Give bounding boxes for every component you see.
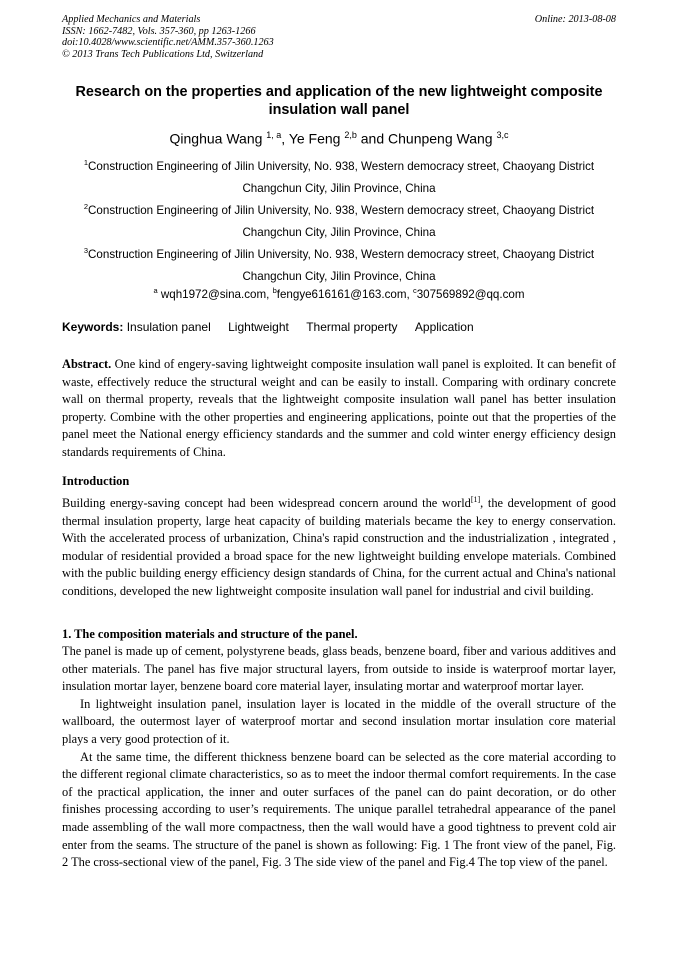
section-1-paragraph: In lightweight insulation panel, insulation layer is located in the middle of the overall structure of the wallboard, the outermost layer of waterproof mortar and second insulation mortar insulation core material plays a very good protection of it. [62, 696, 616, 746]
affiliation-2 [62, 196, 616, 244]
keyword: Insulation panel [126, 320, 211, 334]
affiliation-3 [62, 240, 616, 288]
author-separator: and [356, 130, 389, 147]
issn-line: ISSN: 1662-7482, Vols. 357-360, pp 1263-1266 [62, 25, 256, 37]
journal-name: Applied Mechanics and Materials [62, 14, 201, 25]
online-date: Online: 2013-08-08 [534, 14, 616, 25]
introduction-heading: Introduction [62, 474, 130, 488]
paper-title: Research on the properties and application of the new lightweight composite insulation wall panel [75, 84, 603, 118]
keywords-label: Keywords: [62, 320, 124, 334]
author-name: Ye Feng [288, 130, 341, 147]
author-affiliation-marker: 2,b [344, 130, 357, 140]
affiliation-line: Changchun City, Jilin Province, China [242, 181, 436, 195]
affiliation-line: Changchun City, Jilin Province, China [242, 269, 436, 283]
section-1-paragraph: The panel is made up of cement, polystyrene beads, glass beads, benzene board, fiber and various additives and other materials. The panel has five major structural layers, from outside to inside is waterproof mortar layer, insulation mortar layer, benzene board core material layer, insulating mortar and waterproof mortar layer. [62, 644, 616, 694]
abstract-label: Abstract. [62, 357, 112, 371]
email-address[interactable]: fengye616161@163.com [276, 287, 407, 301]
keyword: Thermal property [306, 320, 398, 334]
email-address[interactable]: 307569892@qq.com [416, 287, 525, 301]
affiliation-1 [62, 152, 616, 200]
keyword: Application [414, 320, 474, 334]
author-list [62, 130, 616, 147]
doi-line: doi:10.4028/www.scientific.net/AMM.357-360.1263 [62, 37, 274, 49]
affiliation-number: 3 [83, 246, 89, 255]
email-address[interactable]: wqh1972@sina.com [160, 287, 267, 301]
email-list: $^a$ wqh1972@sina.com, $^b$fengye616161@163.com, $^c$307569892@qq.com [153, 286, 525, 301]
affiliation-line: Construction Engineering of Jilin University, No. 938, Western democracy street, Chaoyang District [88, 247, 595, 261]
copyright-line: © 2013 Trans Tech Publications Ltd, Switzerland [62, 48, 264, 60]
email-marker: c [412, 286, 417, 295]
author-separator: , [281, 130, 289, 147]
affiliation-line: Changchun City, Jilin Province, China [242, 225, 436, 239]
journal-header [62, 14, 274, 60]
author-affiliation-marker: 3,c [496, 130, 509, 140]
introduction-text: , the development of good thermal insulation property, large heat capacity of building materials became the key to energy conservation. With the accelerated process of urbanization, China's rapid construction and the industrialization , integrated , modular of residential provided a broad space for the new lightweight building envelope materials. Combined with the public building energy efficiency design standards of China, for the current actual and China's national conditions, developed the new lightweight composite insulation wall panel for industrial and civil building. [62, 496, 616, 598]
author-affiliation-marker: 1, a [266, 130, 282, 140]
citation: [1] [470, 494, 481, 504]
email-marker: a [153, 286, 158, 295]
email-marker: b [272, 286, 277, 295]
abstract-text: One kind of engery-saving lightweight composite insulation wall panel is exploited. It can benefit of waste, effectively reduce the structural weight and can be easily to install. Comparing with ordinary concrete wall on thermal property, reveals that the lightweight composite insulation wall panel has better insulation property. Combine with the other properties and engineering applications, pointe out that the properties of the panel meet the National energy efficiency standards and the summer and cold winter energy efficiency design standards requirements of China. [62, 357, 616, 459]
affiliation-line: Construction Engineering of Jilin University, No. 938, Western democracy street, Chaoyang District [88, 159, 595, 173]
introduction-text: Building energy-saving concept had been widespread concern around the world [62, 496, 471, 510]
section-1-body [62, 643, 616, 872]
author-name: Chunpeng Wang [388, 130, 493, 147]
author-name: Qinghua Wang [169, 130, 263, 147]
affiliation-line: Construction Engineering of Jilin University, No. 938, Western democracy street, Chaoyang District [88, 203, 595, 217]
keywords [62, 320, 474, 334]
abstract [62, 356, 616, 462]
affiliation-number: 2 [83, 202, 89, 211]
introduction-paragraph [62, 495, 616, 601]
section-1-heading: 1. The composition materials and structure of the panel. [62, 627, 358, 641]
affiliation-number: 1 [83, 158, 89, 167]
keyword: Lightweight [228, 320, 289, 334]
section-1-paragraph: At the same time, the different thickness benzene board can be selected as the core material according to the different regional climate characteristics, so as to meet the indoor thermal comfort requirements. In the case of the practical application, the inner and outer surfaces of the panel can do paint decoration, or do other finishes processing according to user’s requirements. The unique parallel tetrahedral appearance of the panel made assembling of the wall more compactness, then the wall would have a good tightness to prevent cold air enter from the seams. The structure of the panel is shown as following: Fig. 1 The front view of the panel, Fig. 2 The cross-sectional view of the panel, Fig. 3 The side view of the panel and Fig.4 The top view of the panel. [62, 749, 616, 870]
